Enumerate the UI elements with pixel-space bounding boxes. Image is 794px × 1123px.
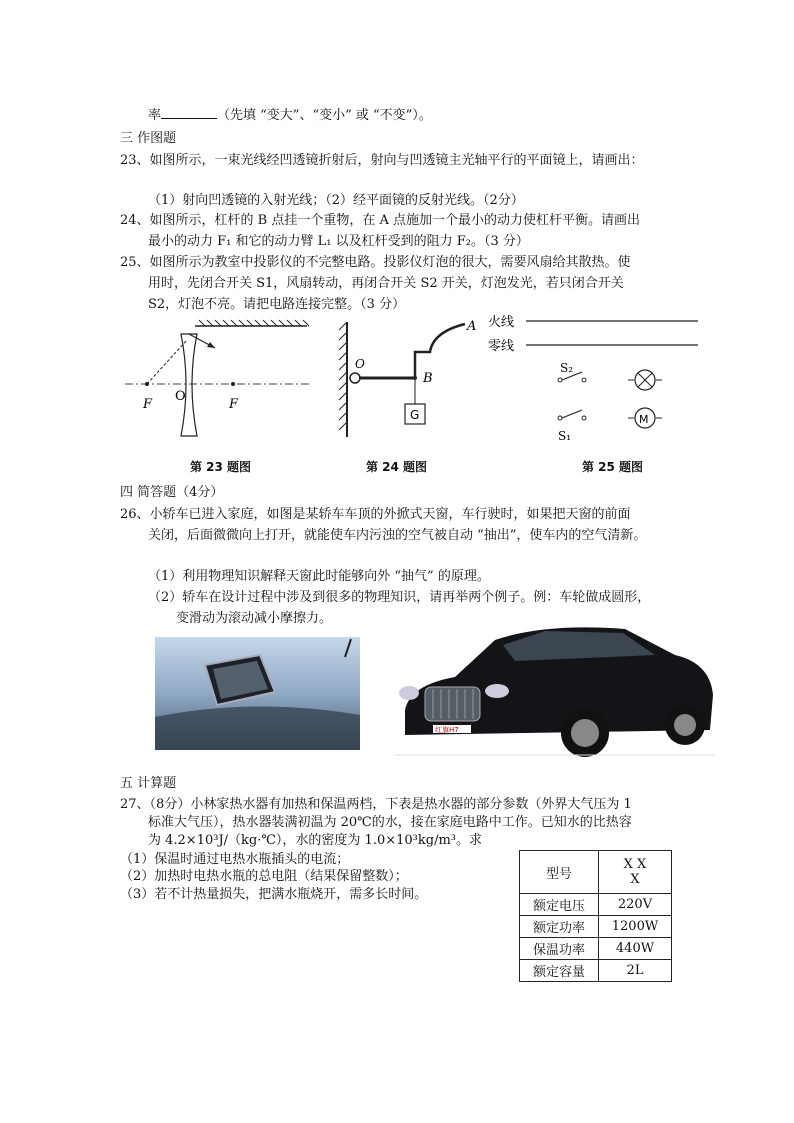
q23-line2: （1）射向凹透镜的入射光线；（2）经平面镜的反射光线。（2分） <box>148 193 524 208</box>
q27-line2: 标准大气压），热水器装满初温为 20℃的水，接在家庭电路中工作。已知水的比热容 <box>148 815 632 830</box>
table-row <box>520 851 672 894</box>
fig25-caption: 第 25 题图 <box>582 460 644 474</box>
fig23-caption: 第 23 题图 <box>190 460 252 474</box>
model-value-line2: X <box>630 872 640 887</box>
fig25-label-m: M <box>639 413 649 426</box>
q26-sub2-line1: （2）轿车在设计过程中涉及到很多的物理知识，请再举两个例子。例：车轮做成圆形， <box>148 590 651 605</box>
q26-line2: 关闭，后面微微向上打开，就能使车内污浊的空气被自动 “抽出”，使车内的空气清新。 <box>148 528 647 543</box>
car-plate: 红旗H7 <box>435 726 459 734</box>
spec-key: 额定容量 <box>520 960 599 982</box>
car-photo <box>385 615 720 765</box>
q22-tail <box>148 104 432 125</box>
q25-line2: 用时，先闭合开关 S1，风扇转动，再闭合开关 S2 开关，灯泡发光，若只闭合开关 <box>148 276 624 291</box>
spec-value: 1200W <box>599 916 672 938</box>
q27-sub3: （3）若不计热量损失，把满水瓶烧开，需多长时间。 <box>120 887 428 902</box>
answer-blank[interactable] <box>161 104 217 119</box>
fig24-label-o: O <box>355 357 365 371</box>
q26-line1: 26、小轿车已进入家庭，如图是某轿车车顶的外掀式天窗，车行驶时，如果把天窗的前面 <box>120 507 631 522</box>
table-row <box>520 894 672 916</box>
fig23-lens-diagram <box>125 318 315 443</box>
fig25-label-live: 火线 <box>488 315 515 330</box>
spec-value <box>599 851 672 894</box>
spec-key: 型号 <box>520 851 599 894</box>
q25-line3: S2，灯泡不亮。请把电路连接完整。（3 分） <box>148 297 406 312</box>
fig23-label-f-right: F <box>229 397 239 412</box>
spec-value: 220V <box>599 894 672 916</box>
q24-line1: 24、如图所示，杠杆的 B 点挂一个重物，在 A 点施加一个最小的动力使杠杆平衡。请画出 <box>120 213 641 228</box>
section-3-title: 三 作图题 <box>120 131 177 146</box>
spec-key: 额定电压 <box>520 894 599 916</box>
q22-suffix: （先填 “变大”、“变小” 或 “不变”）。 <box>217 108 432 123</box>
q27-sub2: （2）加热时电热水瓶的总电阻（结果保留整数）； <box>120 869 408 884</box>
spec-value: 440W <box>599 938 672 960</box>
table-row <box>520 916 672 938</box>
table-row <box>520 938 672 960</box>
q22-prefix: 率 <box>148 108 162 123</box>
q26-sub2-line2: 变滑动为滚动减小摩擦力。 <box>176 611 333 626</box>
q27-line1: 27、（8分）小林家热水器有加热和保温两档，下表是热水器的部分参数（外界大气压为 1 <box>120 797 632 812</box>
section-4-title: 四 简答题（4分） <box>120 485 224 500</box>
fig24-label-b: B <box>423 371 433 386</box>
q24-line2: 最小的动力 F₁ 和它的动力臂 L₁ 以及杠杆受到的阻力 F₂。（3 分） <box>148 234 529 249</box>
fig24-label-a: A <box>467 319 477 334</box>
q25-line1: 25、如图所示为教室中投影仪的不完整电路。投影仪灯泡的很大，需要风扇给其散热。使 <box>120 255 631 270</box>
spec-value: 2L <box>599 960 672 982</box>
fig23-label-f-left: F <box>143 397 153 412</box>
spec-key: 额定功率 <box>520 916 599 938</box>
sunroof-photo <box>155 637 360 750</box>
fig24-caption: 第 24 题图 <box>366 460 428 474</box>
model-value-line1: X X <box>623 857 647 872</box>
fig25-label-neutral: 零线 <box>488 339 515 354</box>
fig23-label-o: O <box>175 389 186 404</box>
fig25-circuit-diagram <box>488 310 708 450</box>
q26-sub1: （1）利用物理知识解释天窗此时能够向外 “抽气” 的原理。 <box>148 569 490 584</box>
q27-sub1: （1）保温时通过电热水瓶插头的电流； <box>120 852 350 867</box>
table-row <box>520 960 672 982</box>
q23-line1: 23、如图所示，一束光线经凹透镜折射后，射向与凹透镜主光轴平行的平面镜上，请画出： <box>120 153 644 168</box>
fig25-label-s1: S₁ <box>558 429 572 443</box>
spec-key: 保温功率 <box>520 938 599 960</box>
fig25-label-s2: S₂ <box>560 361 574 375</box>
fig24-label-g: G <box>410 408 420 422</box>
spec-table <box>519 850 672 982</box>
fig24-lever-diagram <box>335 312 485 452</box>
q27-line3: 为 4.2×10³J/（kg·℃），水的密度为 1.0×10³kg/m³。求 <box>148 833 482 848</box>
section-5-title: 五 计算题 <box>120 776 177 791</box>
